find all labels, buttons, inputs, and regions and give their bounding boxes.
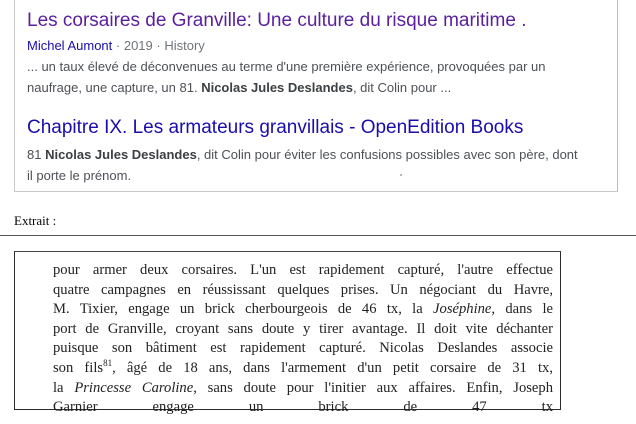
excerpt-line: pour armer deux corsaires. L'un est rapidement capturé, l'autre effectue xyxy=(53,262,553,278)
result-snippet xyxy=(27,56,615,98)
snippet-text: , dit Colin pour ... xyxy=(352,80,452,95)
excerpt-text: , dans le xyxy=(491,301,553,318)
excerpt-italic: Joséphine xyxy=(433,301,492,318)
excerpt-text: M. Tixier, engage un brick cherbourgeois de 46 tx, la xyxy=(53,301,434,318)
result-title-link[interactable]: Chapitre IX. Les armateurs granvillais - OpenEdition Books xyxy=(27,117,524,138)
search-result xyxy=(27,8,615,98)
book-excerpt-image xyxy=(14,251,561,416)
excerpt-text xyxy=(53,261,553,416)
excerpt-text: , âgé de 18 ans, dans l'armement d'un petit corsaire de 31 tx, xyxy=(112,359,553,376)
snippet-highlight: Nicolas Jules Deslandes xyxy=(45,147,197,162)
excerpt-line xyxy=(53,359,553,379)
excerpt-text: , sans doute pour l'initier aux affaires. Enfin, Joseph xyxy=(193,379,553,396)
result-category: History xyxy=(164,38,205,53)
excerpt-line: quatre campagnes en réussissant quelques prises. Un négociant du Havre, xyxy=(53,281,553,298)
excerpt-text: la xyxy=(53,379,75,396)
excerpt-line xyxy=(53,300,553,320)
result-meta xyxy=(27,37,615,55)
snippet-text: 81 xyxy=(27,147,46,162)
snippet-text: naufrage, une capture, un 81. xyxy=(27,80,202,95)
excerpt-line: puisque son bâtiment est rapidement capturé. Nicolas Deslandes associe xyxy=(53,340,553,357)
search-results-panel xyxy=(14,0,618,192)
extrait-label: Extrait : xyxy=(14,213,57,228)
excerpt-line: port de Granville, croyant sans doute y tirer avantage. Il doit vite déchanter xyxy=(53,320,553,337)
snippet-line xyxy=(27,144,615,165)
snippet-text: , dit Colin pour éviter les confusions possibles avec son père, dont xyxy=(196,147,578,162)
excerpt-line-cut: Garnier engage un brick de 47 tx xyxy=(53,399,553,416)
horizontal-divider xyxy=(0,235,636,236)
snippet-line xyxy=(27,77,615,98)
result-author-link[interactable]: Michel Aumont xyxy=(27,38,113,53)
footnote-ref: 81 xyxy=(103,358,113,369)
snippet-line: il porte le prénom. xyxy=(27,168,132,183)
meta-separator: · xyxy=(115,38,124,53)
stray-dot xyxy=(400,174,402,176)
search-result xyxy=(27,115,615,186)
snippet-highlight: Nicolas Jules Deslandes xyxy=(201,80,353,95)
excerpt-line xyxy=(53,379,553,399)
excerpt-text: son fils xyxy=(53,359,104,376)
meta-separator: · xyxy=(156,38,165,53)
result-title-link[interactable]: Les corsaires de Granville: Une culture du risque maritime . xyxy=(27,10,527,31)
excerpt-italic: Princesse Caroline xyxy=(74,379,194,396)
snippet-line: ... un taux élevé de déconvenues au terme d'une première expérience, provoquées par un xyxy=(27,59,546,74)
result-snippet xyxy=(27,144,615,186)
result-year: 2019 xyxy=(123,38,153,53)
